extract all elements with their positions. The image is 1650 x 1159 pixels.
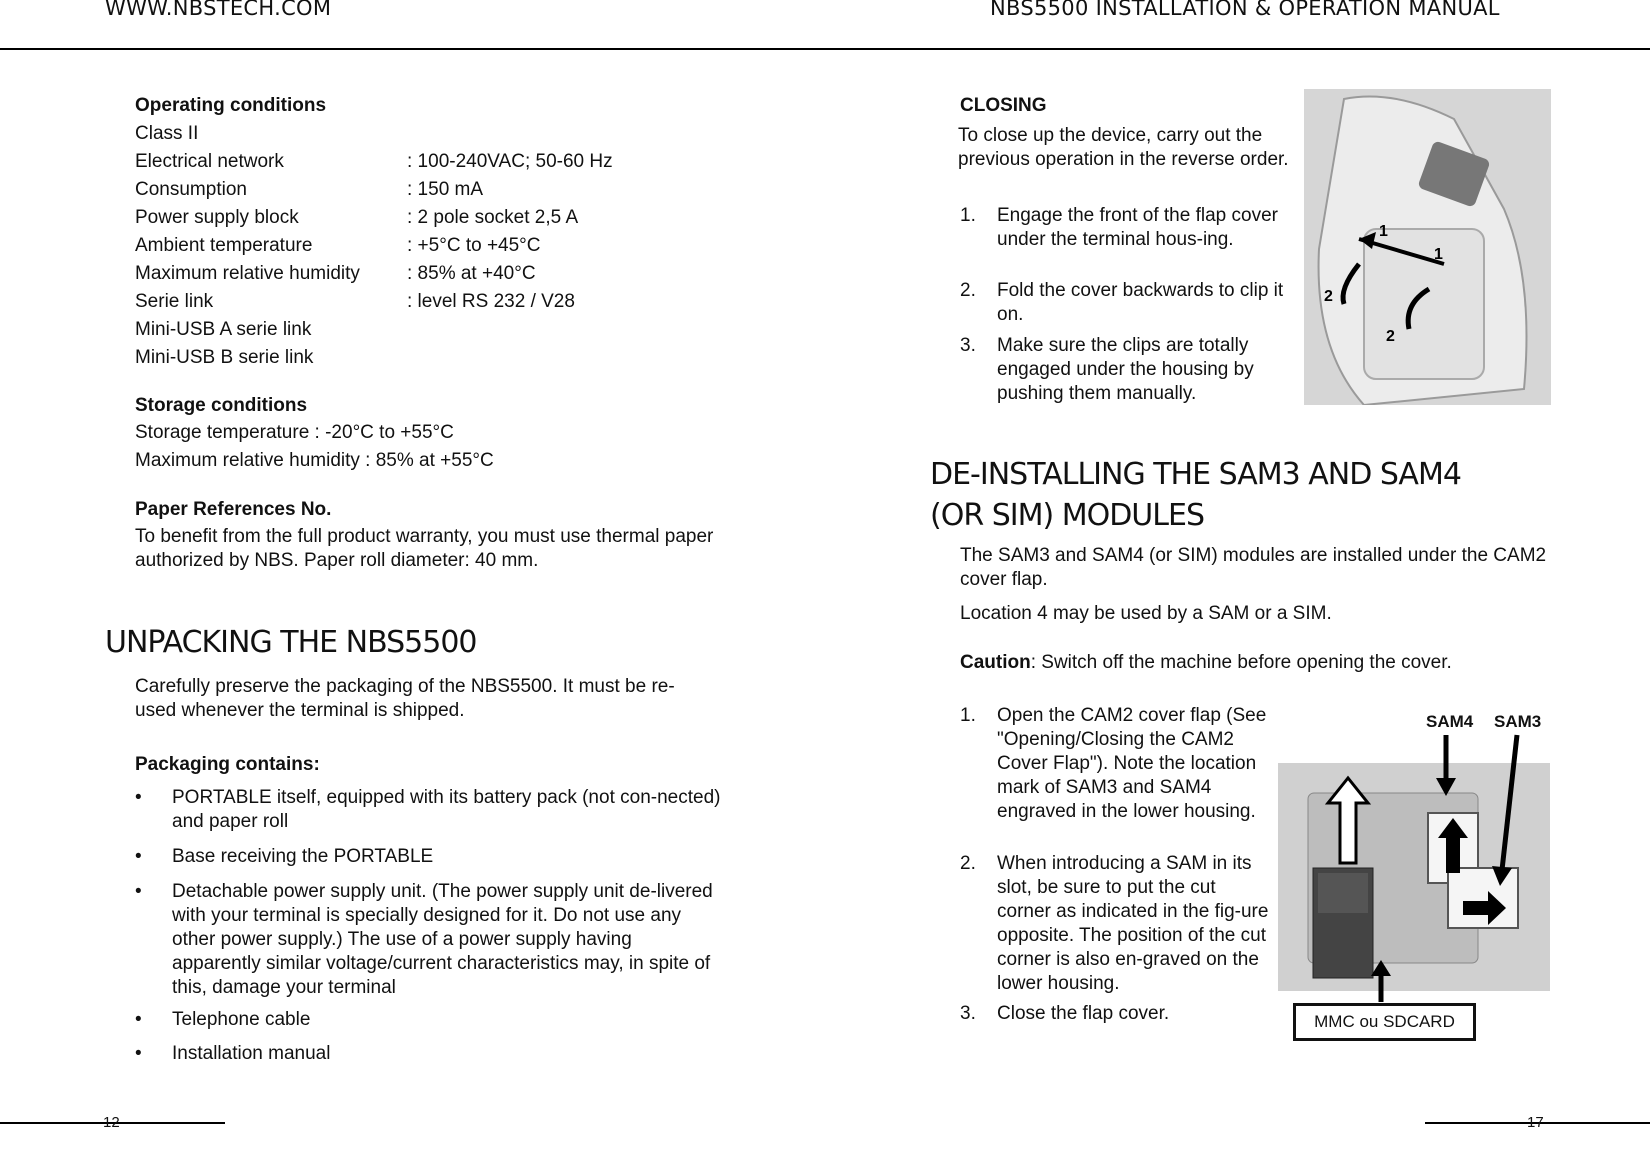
deinstall-paragraph-1: The SAM3 and SAM4 (or SIM) modules are installed under the CAM2 cover flap. — [960, 545, 1547, 590]
list-item-text: Installation manual — [172, 1043, 331, 1064]
spec-key: Serie link — [135, 291, 214, 312]
step-number: 1. — [960, 205, 976, 226]
step-number: 3. — [960, 335, 976, 356]
bullet-dot: • — [135, 846, 142, 867]
paper-references-text: To benefit from the full product warranty, you must use thermal paper authorized by NBS. Paper roll diameter: 40 mm. — [135, 526, 714, 571]
step-number: 2. — [960, 280, 976, 301]
mini-usb-a: Mini-USB A serie link — [135, 319, 312, 340]
step-number: 3. — [960, 1003, 976, 1024]
bullet-dot: • — [135, 881, 142, 902]
step-number: 2. — [960, 853, 976, 874]
list-item-text: Base receiving the PORTABLE — [172, 846, 434, 867]
fig-label-2a: 2 — [1324, 288, 1333, 305]
deinstall-heading-line2: (OR SIM) MODULES — [930, 498, 1204, 533]
fig-label-1a: 1 — [1379, 223, 1388, 240]
spec-key: Ambient temperature — [135, 235, 313, 256]
caution-line — [960, 651, 1452, 675]
bullet-dot: • — [135, 787, 142, 808]
closing-intro: To close up the device, carry out the previous operation in the reverse order. — [958, 125, 1289, 170]
header-website: WWW.NBSTECH.COM — [105, 0, 332, 20]
card-label: MMC ou SDCARD — [1314, 1012, 1455, 1031]
caution-text: : Switch off the machine before opening the cover. — [1030, 652, 1452, 673]
spec-value: : 150 mA — [407, 179, 484, 200]
spec-key: Power supply block — [135, 207, 299, 228]
sam4-label: SAM4 — [1426, 712, 1474, 731]
storage-temperature: Storage temperature : -20°C to +55°C — [135, 422, 454, 443]
closing-title: CLOSING — [960, 95, 1047, 116]
card-arrow — [1366, 960, 1396, 1004]
bullet-dot: • — [135, 1009, 142, 1030]
storage-conditions-title: Storage conditions — [135, 395, 308, 416]
caution-label: Caution — [960, 652, 1031, 673]
operating-conditions-title: Operating conditions — [135, 95, 327, 116]
step-text: Make sure the clips are totally engaged under the housing by pushing them manually. — [997, 335, 1254, 404]
sam-arrows — [1420, 730, 1540, 890]
spec-value: : 100-240VAC; 50-60 Hz — [407, 151, 613, 172]
spec-key: Electrical network — [135, 151, 284, 172]
sam3-label: SAM3 — [1494, 712, 1542, 731]
step-text: Close the flap cover. — [997, 1003, 1170, 1024]
list-item-text: PORTABLE itself, equipped with its battery pack (not con-nected) and paper roll — [172, 787, 721, 832]
step-text: Engage the front of the flap cover under the terminal hous-ing. — [997, 205, 1278, 250]
unpacking-text: Carefully preserve the packaging of the NBS5500. It must be re-used whenever the terminal is shipped. — [135, 676, 675, 721]
paper-references-title: Paper References No. — [135, 499, 332, 520]
spec-value: : +5°C to +45°C — [407, 235, 541, 256]
card-label-box — [1293, 1003, 1476, 1041]
bullet-dot: • — [135, 1043, 142, 1064]
spec-key: Maximum relative humidity — [135, 263, 360, 284]
spec-value: : 2 pole socket 2,5 A — [407, 207, 579, 228]
closing-figure-drawing — [1304, 89, 1551, 405]
header-rule — [0, 48, 1650, 50]
fig-label-2b: 2 — [1386, 328, 1395, 345]
step-text: Open the CAM2 cover flap (See "Opening/Closing the CAM2 Cover Flap"). Note the location mark of SAM3 and SAM4 engraved in the lower housing. — [997, 705, 1267, 822]
fig-label-1b: 1 — [1434, 246, 1443, 263]
step-number: 1. — [960, 705, 976, 726]
storage-humidity: Maximum relative humidity : 85% at +55°C — [135, 450, 494, 471]
step-text: When introducing a SAM in its slot, be sure to put the cut corner as indicated in the fig-ure opposite. The position of the cut corner is also en-graved on the lower housing. — [997, 853, 1269, 994]
list-item-text: Detachable power supply unit. (The power supply unit de-livered with your terminal is specially designed for it. Do not use any other power supply.) The use of a power supply having apparently similar voltage/current characteristics may, in spite of this, damage your terminal — [172, 881, 713, 998]
class-label: Class II — [135, 123, 199, 144]
deinstall-heading-line1: DE-INSTALLING THE SAM3 AND SAM4 — [930, 457, 1461, 492]
page-number-left: 12 — [103, 1114, 120, 1131]
page-number-right: 17 — [1527, 1114, 1544, 1131]
header-manual-title: NBS5500 INSTALLATION & OPERATION MANUAL — [990, 0, 1500, 20]
spec-value: : 85% at +40°C — [407, 263, 536, 284]
mini-usb-b: Mini-USB B serie link — [135, 347, 314, 368]
deinstall-paragraph-2: Location 4 may be used by a SAM or a SIM. — [960, 603, 1332, 624]
spec-value: : level RS 232 / V28 — [407, 291, 575, 312]
list-item-text: Telephone cable — [172, 1009, 311, 1030]
spec-key: Consumption — [135, 179, 247, 200]
closing-figure — [1304, 89, 1551, 405]
step-text: Fold the cover backwards to clip it on. — [997, 280, 1284, 325]
packaging-contains-title: Packaging contains: — [135, 754, 320, 775]
unpacking-heading: UNPACKING THE NBS5500 — [105, 625, 477, 660]
